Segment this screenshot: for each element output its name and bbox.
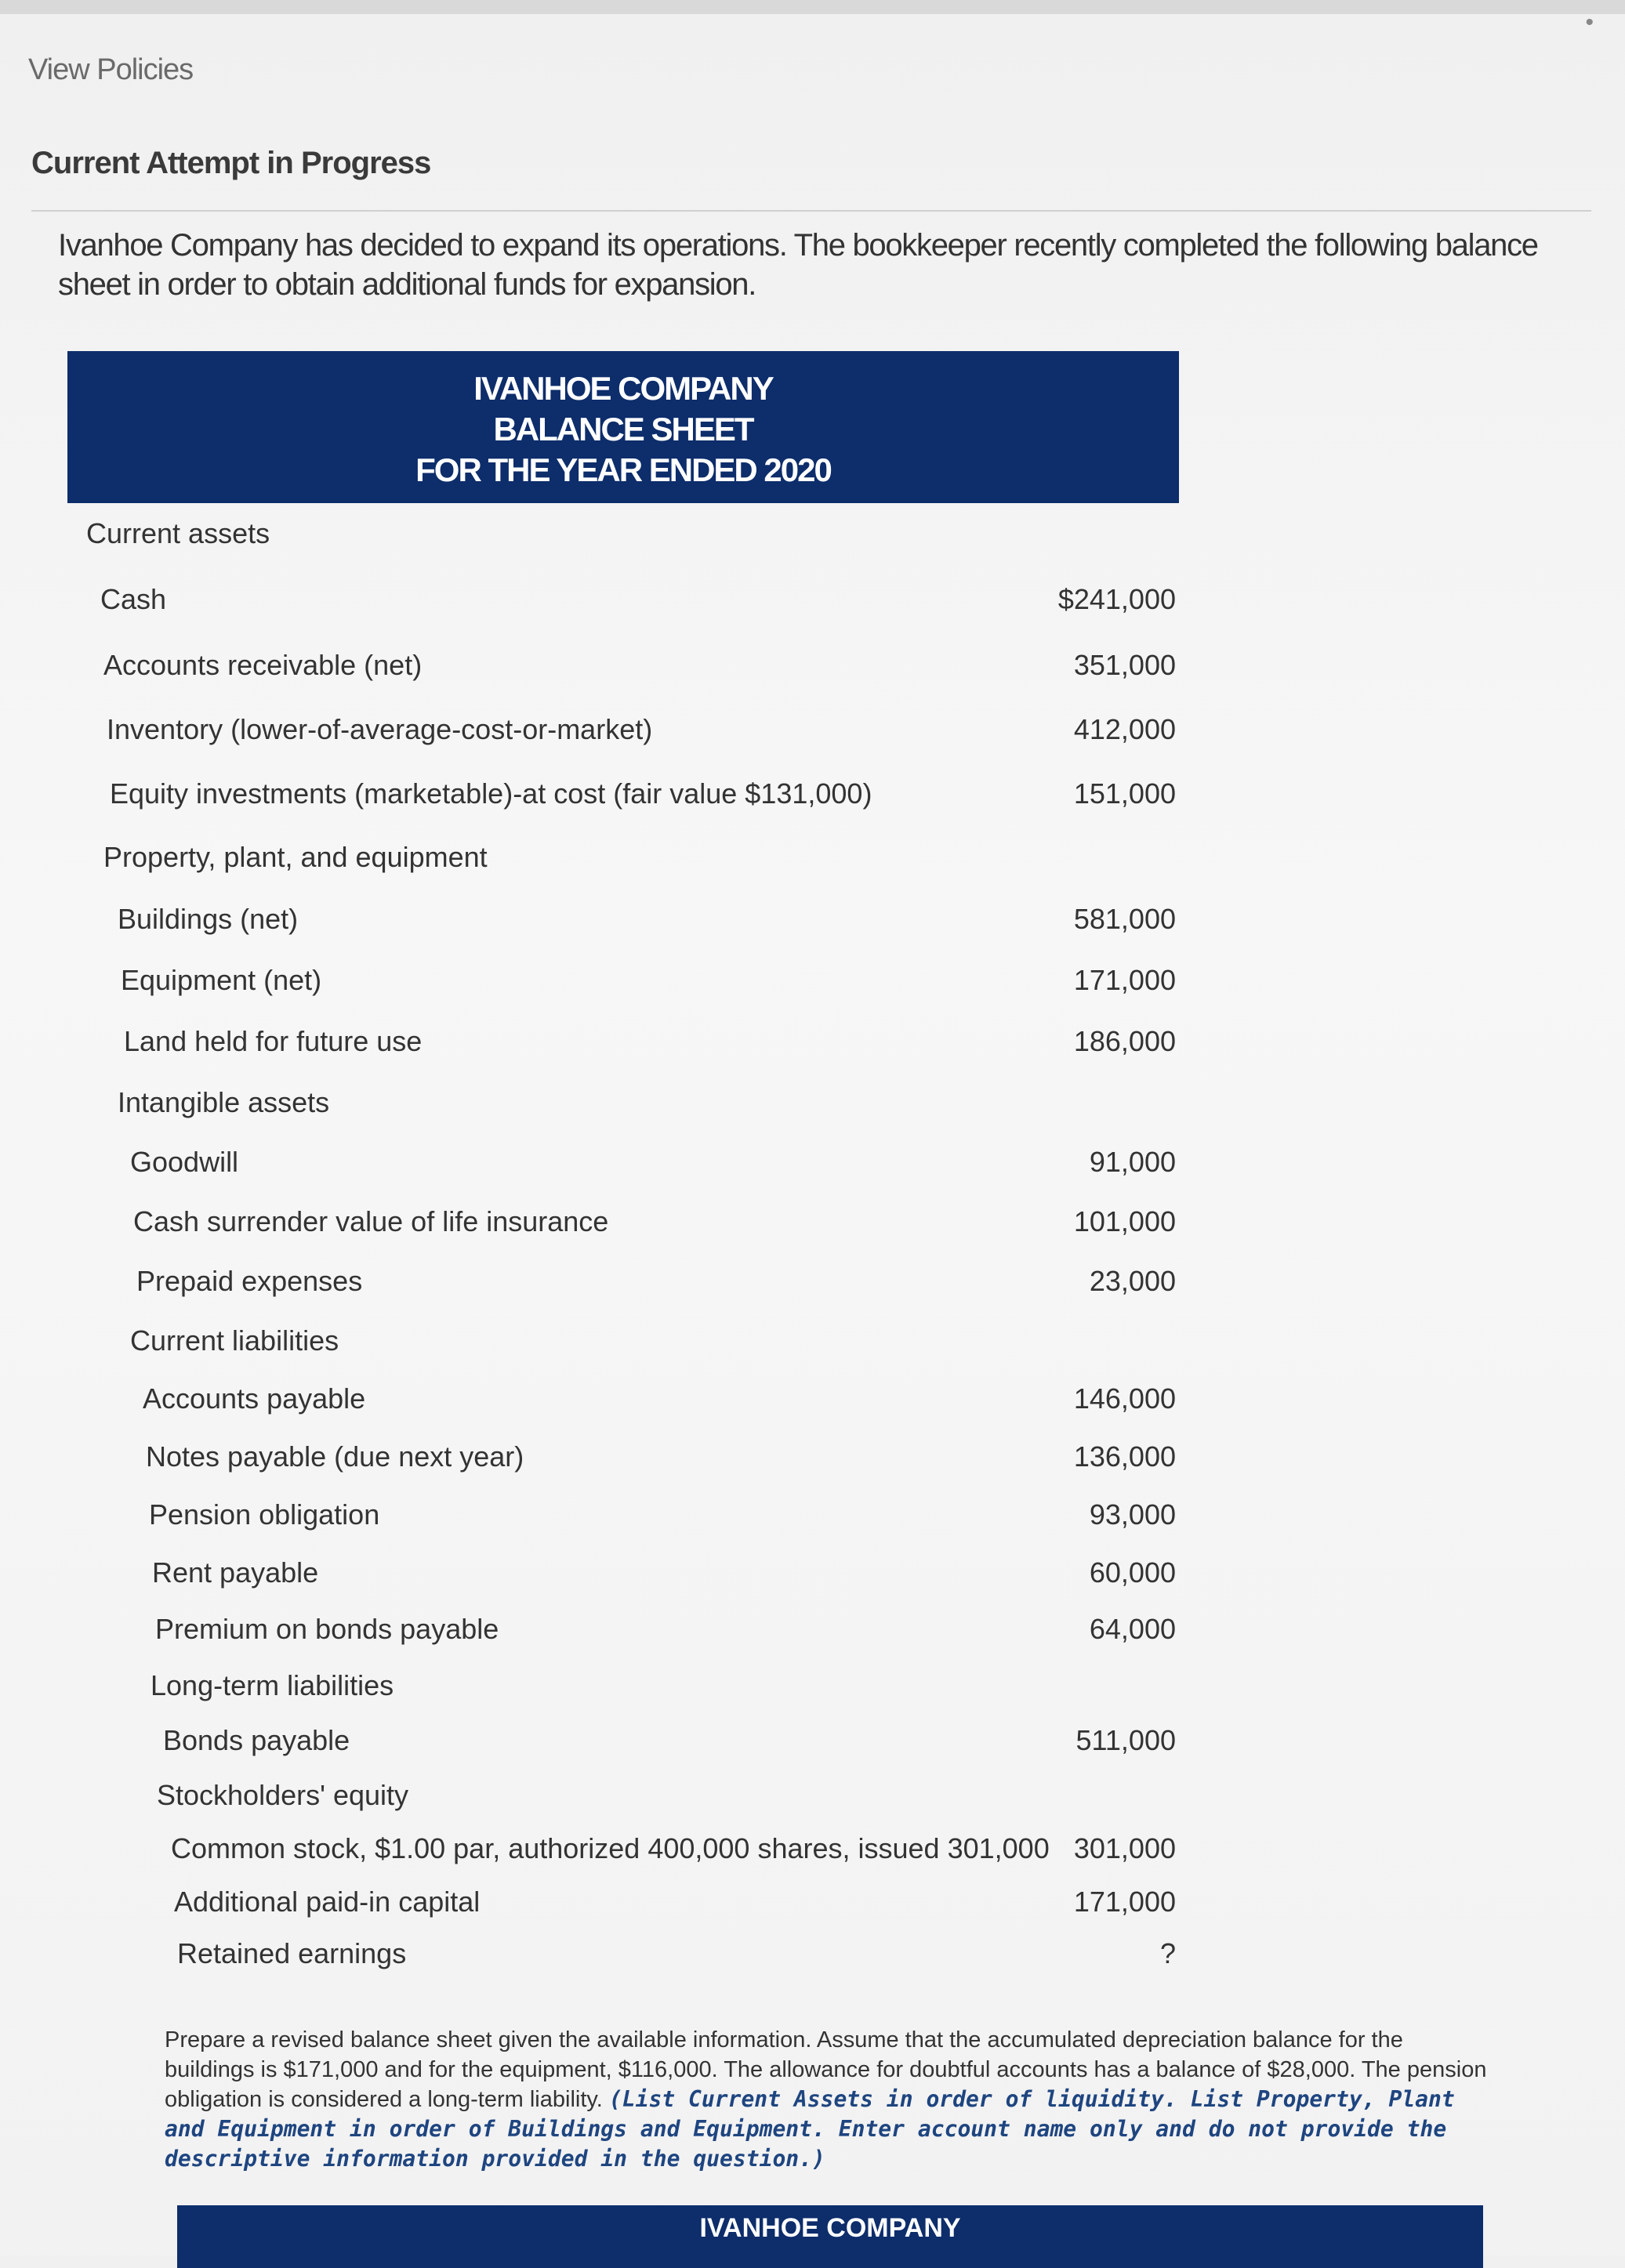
row-amount: 60,000 — [1089, 1556, 1176, 1589]
question-intro: Ivanhoe Company has decided to expand its operations. The bookkeeper recently completed the following balance sheet in order to obtain additional funds for expansion. — [58, 228, 1538, 302]
top-strip — [0, 0, 1625, 14]
row-amount: 151,000 — [1073, 777, 1176, 810]
row-label: Retained earnings — [177, 1937, 407, 1969]
table-row — [0, 841, 1176, 880]
statement-title: BALANCE SHEET — [493, 411, 753, 447]
row-label: Rent payable — [152, 1556, 319, 1589]
row-label: Equity investments (marketable)-at cost (fair value $131,000) — [110, 777, 872, 810]
row-label: Accounts payable — [143, 1382, 366, 1415]
row-amount: 412,000 — [1073, 713, 1176, 745]
table-row — [0, 1886, 1176, 1925]
row-label: Current assets — [86, 517, 270, 549]
company-name: IVANHOE COMPANY — [473, 370, 773, 407]
menu-icon[interactable]: • — [1585, 9, 1594, 35]
row-label: Bonds payable — [163, 1724, 350, 1756]
table-row — [0, 1440, 1176, 1480]
prompt-text: Prepare a revised balance sheet given the available information. Assume that the accumulated depreciation balance for the buildings is $171,000 and for the equipment, $116,000. The allowance for doubtful accounts has a balance of $28,000. The pension obligation is considered a long-term liability. — [165, 2027, 1487, 2112]
row-label: Equipment (net) — [121, 964, 322, 996]
row-label: Current liabilities — [130, 1324, 339, 1357]
table-row — [0, 1498, 1176, 1538]
table-row — [0, 713, 1176, 752]
table-row — [0, 517, 1176, 556]
row-label: Property, plant, and equipment — [103, 841, 488, 873]
row-amount: 93,000 — [1089, 1498, 1176, 1531]
row-label: Prepaid expenses — [136, 1265, 363, 1297]
table-row — [0, 649, 1176, 688]
row-label: Buildings (net) — [118, 903, 299, 935]
table-row — [0, 903, 1176, 942]
table-row — [0, 1613, 1176, 1652]
row-label: Intangible assets — [118, 1086, 330, 1118]
row-amount: 511,000 — [1075, 1724, 1176, 1756]
attempt-status: Current Attempt in Progress — [31, 146, 431, 180]
row-amount: 171,000 — [1073, 964, 1176, 996]
table-row — [0, 1146, 1176, 1185]
table-row — [0, 1324, 1176, 1364]
statement-period: FOR THE YEAR ENDED 2020 — [415, 451, 831, 488]
row-label: Common stock, $1.00 par, authorized 400,000 shares, issued 301,000 — [171, 1832, 1050, 1864]
row-amount: ? — [1159, 1937, 1176, 1969]
table-row — [0, 1937, 1176, 1976]
row-label: Inventory (lower-of-average-cost-or-market) — [107, 713, 653, 745]
table-row — [0, 1779, 1176, 1818]
row-amount: $241,000 — [1057, 583, 1176, 615]
row-label: Accounts receivable (net) — [103, 649, 423, 681]
row-label: Premium on bonds payable — [155, 1613, 499, 1645]
row-amount: 146,000 — [1073, 1382, 1176, 1415]
divider — [31, 210, 1591, 212]
row-amount: 581,000 — [1073, 903, 1176, 935]
table-row — [0, 1025, 1176, 1064]
table-row — [0, 583, 1176, 622]
table-row — [0, 1205, 1176, 1245]
view-policies-link[interactable]: View Policies — [28, 53, 194, 86]
row-label: Notes payable (due next year) — [146, 1440, 524, 1473]
row-label: Goodwill — [130, 1146, 239, 1178]
row-label: Long-term liabilities — [151, 1669, 394, 1701]
table-row — [0, 1265, 1176, 1304]
balance-sheet-header — [67, 351, 1179, 503]
prompt-instruction: (List Current Assets in order of liquidity. List Property, Plant and Equipment in order of Buildings and Equipment. Enter account name only and do not provide the descriptive information provided in the question.) — [165, 2086, 1455, 2172]
row-amount: 351,000 — [1073, 649, 1176, 681]
answer-sheet-header — [177, 2205, 1483, 2268]
question-prompt — [165, 2025, 1497, 2174]
row-label: Stockholders' equity — [157, 1779, 409, 1811]
row-amount: 171,000 — [1073, 1886, 1176, 1918]
row-amount: 186,000 — [1073, 1025, 1176, 1057]
row-amount: 91,000 — [1089, 1146, 1176, 1178]
row-amount: 136,000 — [1073, 1440, 1176, 1473]
table-row — [0, 1086, 1176, 1125]
table-row — [0, 777, 1176, 817]
row-label: Pension obligation — [149, 1498, 380, 1531]
row-label: Land held for future use — [124, 1025, 423, 1057]
table-row — [0, 1724, 1176, 1763]
table-row — [0, 1832, 1176, 1871]
table-row — [0, 1669, 1176, 1708]
table-row — [0, 1556, 1176, 1596]
row-amount: 101,000 — [1073, 1205, 1176, 1237]
row-amount: 301,000 — [1073, 1832, 1176, 1864]
table-row — [0, 964, 1176, 1003]
row-label: Cash surrender value of life insurance — [133, 1205, 609, 1237]
row-label: Cash — [100, 583, 167, 615]
row-amount: 23,000 — [1089, 1265, 1176, 1297]
table-row — [0, 1382, 1176, 1422]
answer-company-name: IVANHOE COMPANY — [699, 2213, 961, 2243]
row-label: Additional paid-in capital — [174, 1886, 481, 1918]
row-amount: 64,000 — [1089, 1613, 1176, 1645]
